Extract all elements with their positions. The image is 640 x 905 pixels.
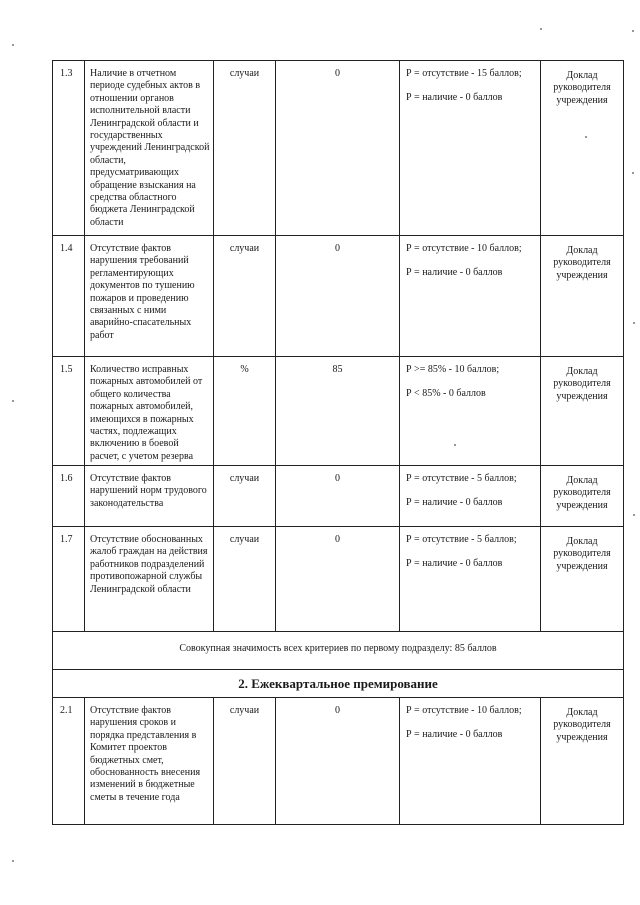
row-number: 1.5 [53, 357, 85, 466]
table-row [53, 527, 624, 632]
formula-line: Р = отсутствие - 15 баллов; [406, 68, 522, 79]
scan-speck [12, 400, 14, 402]
value-cell: 0 [276, 527, 400, 632]
formula-line: Р = наличие - 0 баллов [406, 267, 503, 279]
row-number: 1.4 [53, 236, 85, 357]
criterion-name: Количество исправных пожарных автомобилей от общего количества пожарных автомобилей, имеющихся в пожарных частях, подлежащих включению в боевой расчет, с учетом резерва [85, 357, 214, 466]
criterion-name: Отсутствие фактов нарушения сроков и порядка представления в Комитет проектов бюджетных смет, обоснованность внесения изменений в бюджетные сметы в течение года [85, 698, 214, 825]
formula-cell [400, 61, 541, 236]
unit-cell: случаи [214, 236, 276, 357]
source-cell: Доклад руководителя учреждения [541, 357, 624, 466]
source-cell: Доклад руководителя учреждения [541, 698, 624, 825]
formula-line: Р = наличие - 0 баллов [406, 497, 503, 509]
formula-cell [400, 236, 541, 357]
unit-cell: случаи [214, 466, 276, 527]
formula-line: Р = наличие - 0 баллов [406, 92, 503, 104]
source-cell: Доклад руководителя учреждения [541, 466, 624, 527]
row-number: 1.7 [53, 527, 85, 632]
scan-speck [540, 28, 542, 30]
value-cell: 85 [276, 357, 400, 466]
scan-speck [454, 444, 456, 446]
table-row [53, 357, 624, 466]
formula-cell [400, 466, 541, 527]
formula-line: Р >= 85% - 10 баллов; [406, 364, 500, 375]
row-number: 1.6 [53, 466, 85, 527]
formula-line: Р < 85% - 0 баллов [406, 388, 486, 400]
unit-cell: случаи [214, 61, 276, 236]
scan-speck [585, 136, 587, 138]
row-number: 1.3 [53, 61, 85, 236]
criteria-table [52, 60, 624, 825]
scan-speck [633, 322, 635, 324]
scan-speck [12, 44, 14, 46]
formula-line: Р = наличие - 0 баллов [406, 558, 503, 570]
formula-line: Р = отсутствие - 5 баллов; [406, 473, 517, 484]
source-cell: Доклад руководителя учреждения [541, 236, 624, 357]
scan-speck [632, 30, 634, 32]
formula-line: Р = отсутствие - 5 баллов; [406, 534, 517, 545]
formula-line: Р = наличие - 0 баллов [406, 729, 503, 741]
formula-cell [400, 527, 541, 632]
total-row [53, 632, 624, 670]
scan-speck [632, 172, 634, 174]
criterion-name: Отсутствие фактов нарушения требований регламентирующих документов по тушению пожаров и проведению связанных с ними аварийно-спасательных работ [85, 236, 214, 357]
unit-cell: % [214, 357, 276, 466]
criterion-name: Отсутствие обоснованных жалоб граждан на действия работников подразделений противопожарной службы Ленинградской области [85, 527, 214, 632]
criterion-name: Наличие в отчетном периоде судебных актов в отношении органов исполнительной власти Ленинградской области и государственных учреждений Ленинградской области, предусматривающих обращение взыскания на средства областного бюджета Ленинградской области [85, 61, 214, 236]
formula-line: Р = отсутствие - 10 баллов; [406, 243, 522, 254]
row-number: 2.1 [53, 698, 85, 825]
criterion-name: Отсутствие фактов нарушений норм трудового законодательства [85, 466, 214, 527]
formula-cell [400, 357, 541, 466]
unit-cell: случаи [214, 698, 276, 825]
source-cell: Доклад руководителя учреждения [541, 61, 624, 236]
value-cell: 0 [276, 61, 400, 236]
value-cell: 0 [276, 236, 400, 357]
value-cell: 0 [276, 466, 400, 527]
formula-cell [400, 698, 541, 825]
scan-speck [12, 860, 14, 862]
unit-cell: случаи [214, 527, 276, 632]
section-header-row [53, 670, 624, 698]
table-row [53, 236, 624, 357]
formula-line: Р = отсутствие - 10 баллов; [406, 705, 522, 716]
table-row [53, 698, 624, 825]
table-row [53, 466, 624, 527]
scan-speck [633, 514, 635, 516]
table-row [53, 61, 624, 236]
value-cell: 0 [276, 698, 400, 825]
source-cell: Доклад руководителя учреждения [541, 527, 624, 632]
total-significance: Совокупная значимость всех критериев по первому подразделу: 85 баллов [53, 632, 624, 670]
section-title: 2. Ежеквартальное премирование [53, 670, 624, 698]
